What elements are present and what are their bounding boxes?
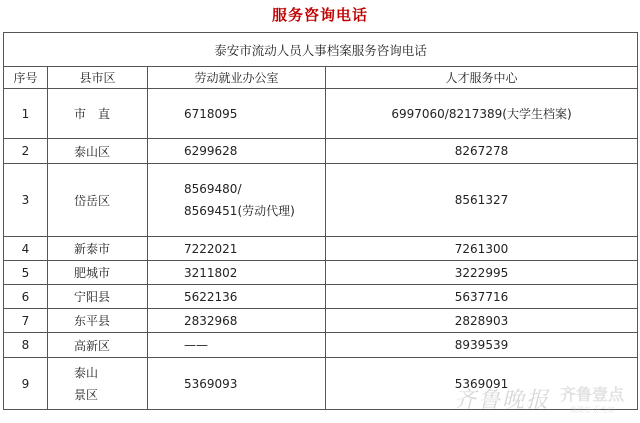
- table-row: [4, 89, 638, 139]
- watermark-brand: 齐鲁晚报: [453, 388, 550, 413]
- row-labor-phone: 6718095: [148, 89, 326, 139]
- header-district: 县市区: [48, 67, 148, 89]
- table-row: [4, 139, 638, 164]
- table-row: [4, 237, 638, 261]
- row-district: 泰山区: [48, 139, 148, 164]
- row-talent-phone: 3222995: [326, 261, 638, 285]
- row-talent-phone: 6997060/8217389(大学生档案): [326, 89, 638, 139]
- header-labor-office: 劳动就业办公室: [148, 67, 326, 89]
- table-row: [4, 309, 638, 333]
- row-district: [48, 358, 148, 410]
- row-labor-phone: ——: [148, 333, 326, 358]
- row-labor-phone: 5369093: [148, 358, 326, 410]
- row-labor-phone: 3211802: [148, 261, 326, 285]
- row-district: 岱岳区: [48, 164, 148, 237]
- watermark: [454, 382, 624, 415]
- district-line: 景区: [74, 387, 99, 402]
- row-index: 1: [4, 89, 48, 139]
- row-district: 肥城市: [48, 261, 148, 285]
- row-labor-phone: 7222021: [148, 237, 326, 261]
- row-labor-phone: 5622136: [148, 285, 326, 309]
- row-index: 9: [4, 358, 48, 410]
- row-index: 4: [4, 237, 48, 261]
- row-index: 5: [4, 261, 48, 285]
- labor-phone-line: 8569480/: [184, 182, 242, 196]
- row-index: 7: [4, 309, 48, 333]
- table-row: [4, 261, 638, 285]
- header-talent-center: 人才服务中心: [326, 67, 638, 89]
- row-index: 8: [4, 333, 48, 358]
- table-row: [4, 285, 638, 309]
- row-district: 东平县: [48, 309, 148, 333]
- row-talent-phone: 5637716: [326, 285, 638, 309]
- row-talent-phone: 5369091: [326, 358, 638, 410]
- row-talent-phone: 8561327: [326, 164, 638, 237]
- row-district: 新泰市: [48, 237, 148, 261]
- table-row: [4, 164, 638, 237]
- row-labor-phone: 6299628: [148, 139, 326, 164]
- watermark-logo: [560, 382, 624, 415]
- watermark-logo-main: 齐鲁壹点: [559, 385, 624, 404]
- row-talent-phone: 8267278: [326, 139, 638, 164]
- labor-phone-line: 8569451(劳动代理): [184, 204, 295, 218]
- watermark-logo-sub: 我现在·正当实: [569, 406, 615, 414]
- row-district: 宁阳县: [48, 285, 148, 309]
- table-caption: 泰安市流动人员人事档案服务咨询电话: [4, 33, 638, 67]
- table-row: [4, 333, 638, 358]
- row-district: 市 直: [48, 89, 148, 139]
- row-district: 高新区: [48, 333, 148, 358]
- row-talent-phone: 7261300: [326, 237, 638, 261]
- row-talent-phone: 2828903: [326, 309, 638, 333]
- phone-directory-table: [3, 32, 638, 410]
- row-labor-phone: [148, 164, 326, 237]
- header-index: 序号: [4, 67, 48, 89]
- row-labor-phone: 2832968: [148, 309, 326, 333]
- table-caption-row: [4, 33, 638, 67]
- page-title: 服务咨询电话: [271, 6, 368, 24]
- row-talent-phone: 8939539: [326, 333, 638, 358]
- row-index: 3: [4, 164, 48, 237]
- district-line: 泰山: [74, 365, 99, 380]
- row-index: 6: [4, 285, 48, 309]
- header-row: [4, 67, 638, 89]
- row-index: 2: [4, 139, 48, 164]
